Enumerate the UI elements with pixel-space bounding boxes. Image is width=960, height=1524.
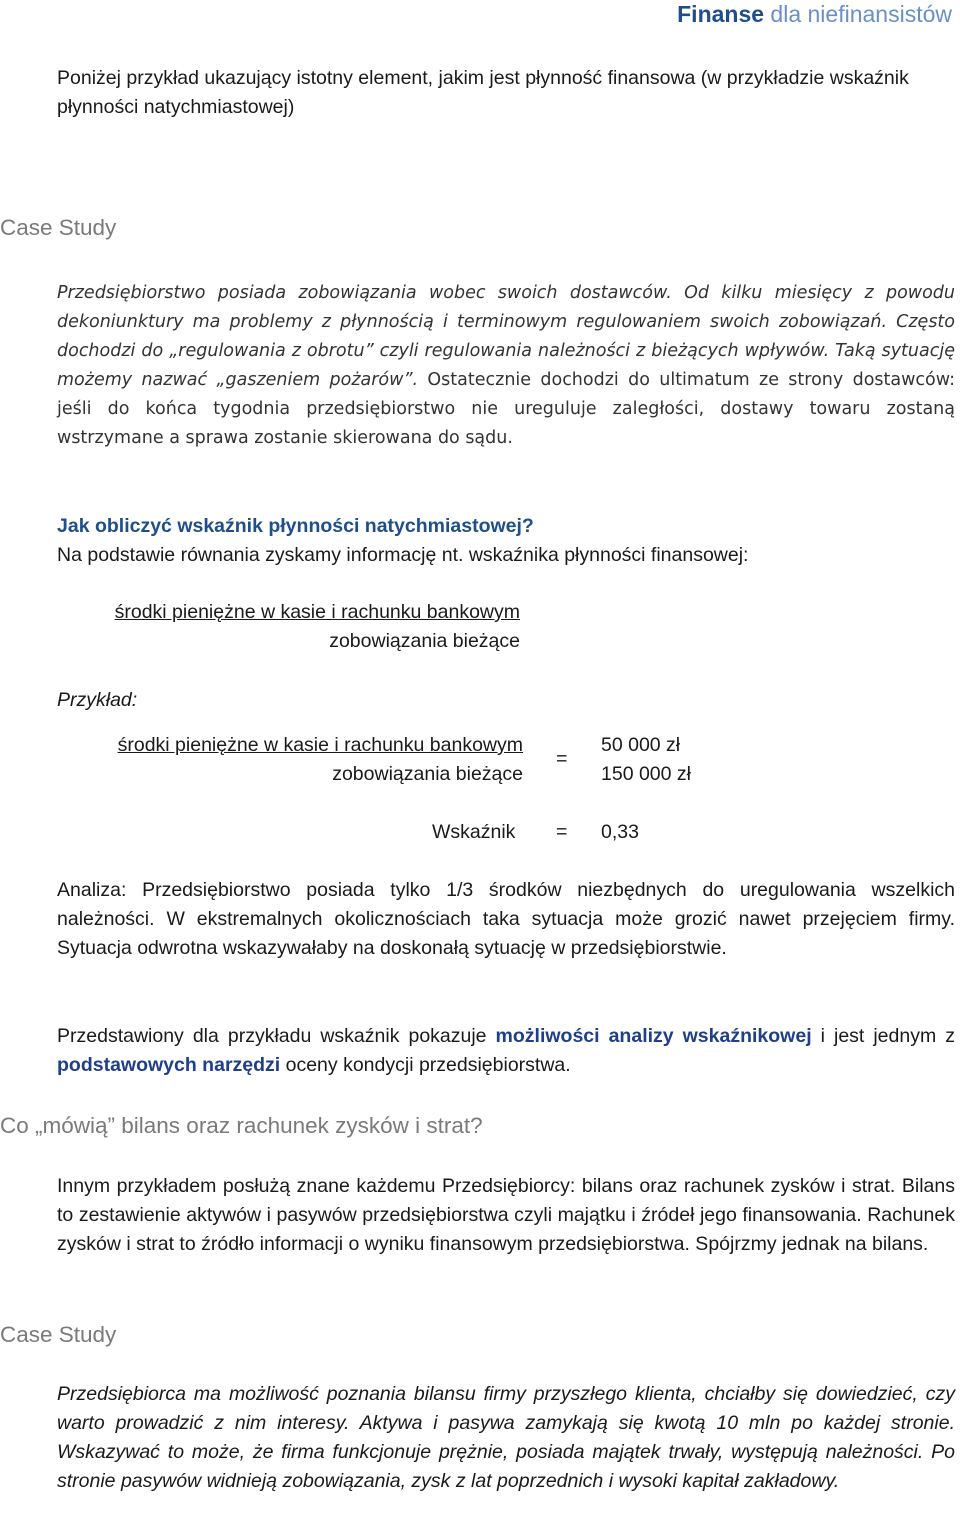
summary-c: i jest jednym z <box>811 1025 955 1047</box>
intro-paragraph: Poniżej przykład ukazujący istotny element, jakim jest płynność finansowa (w przykładzie wskaźnik płynności natychmiastowej) <box>57 67 909 118</box>
case-study-1-text <box>57 279 955 453</box>
example-num-value: 50 000 zł <box>601 734 681 756</box>
example-den-value: 150 000 zł <box>601 763 691 785</box>
summary-a: Przedstawiony dla przykładu wskaźnik pokazuje <box>57 1025 496 1047</box>
summary-highlight-1: możliwości analizy wskaźnikowej <box>495 1025 812 1047</box>
case-study-heading-1: Case Study <box>0 215 117 240</box>
result-value: 0,33 <box>601 821 639 843</box>
section-2-paragraph: Innym przykładem posłużą znane każdemu Przedsiębiorcy: bilans oraz rachunek zysków i strat. Bilans to zestawienie aktywów i pasywów przedsiębiorstwa czyli majątku i źródeł jego finansowania. Rachunek zysków i strat to źródło informacji o wyniku finansowym przedsiębiorstwa. Spójrzmy jednak na bilans. <box>57 1175 955 1255</box>
example-values <box>601 731 691 789</box>
example-numerator: środki pieniężne w kasie i rachunku bankowym <box>117 734 523 756</box>
summary-e: oceny kondycji przedsiębiorstwa. <box>280 1054 571 1076</box>
equation-intro: Na podstawie równania zyskamy informację nt. wskaźnika płynności finansowej: <box>57 544 749 566</box>
formula-numerator: środki pieniężne w kasie i rachunku bankowym <box>114 601 520 623</box>
question-heading: Jak obliczyć wskaźnik płynności natychmiastowej? <box>57 515 534 537</box>
header-title-bold: Finanse <box>677 1 765 27</box>
case-study-2-text: Przedsiębiorca ma możliwość poznania bilansu firmy przyszłego klienta, chciałby się dowiedzieć, czy warto prowadzić z nim interesy. Aktywa i pasywa zamykają się kwotą 10 mln po każdej stronie. Wskazywać to może, że firma funkcjonuje prężnie, posiada majątek trwały, występują należności. Po stronie pasywów widnieją zobowiązania, zysk z lat poprzednich i wysoki kapitał zakładowy. <box>57 1383 955 1492</box>
case-study-1-italic: Przedsiębiorstwo posiada zobowiązania wobec swoich dostawców. Od kilku miesięcy z powodu dekoniunktury ma problemy z płynnością i terminowym regulowaniem swoich zobowiązań. Często dochodzi do „regulowania z obrotu” czyli regulowania należności z bieżących wpływów. Taką sytuację możemy nazwać „gaszeniem pożarów”. <box>57 283 955 390</box>
example-denominator: zobowiązania bieżące <box>332 763 523 785</box>
example-formula <box>57 731 523 789</box>
formula-denominator: zobowiązania bieżące <box>329 630 520 652</box>
summary-paragraph <box>57 1022 955 1080</box>
summary-highlight-2: podstawowych narzędzi <box>57 1054 281 1076</box>
page-header <box>677 0 952 28</box>
result-equals: = <box>556 821 568 843</box>
formula <box>57 598 520 656</box>
analysis-paragraph: Analiza: Przedsiębiorstwo posiada tylko 1/3 środków niezbędnych do uregulowania wszelkich należności. W ekstremalnych okolicznościach taka sytuacja może grozić nawet przejęciem firmy. Sytuacja odwrotna wskazywałaby na doskonałą sytuację w przedsiębiorstwie. <box>57 879 955 959</box>
case-study-heading-2: Case Study <box>0 1322 117 1347</box>
example-equals: = <box>556 748 568 770</box>
case-study-1-text-end: Ostatecznie dochodzi do ultimatum ze strony dostawców: jeśli do końca tygodnia przedsiębiorstwo nie ureguluje zaległości, dostawy towaru zostaną wstrzymane a sprawa zostanie skierowana do sądu. <box>57 370 955 448</box>
example-label: Przykład: <box>57 689 138 711</box>
result-label: Wskaźnik <box>432 821 516 843</box>
section-2-heading: Co „mówią” bilans oraz rachunek zysków i strat? <box>0 1113 483 1138</box>
header-title-rest: dla niefinansistów <box>764 1 952 27</box>
